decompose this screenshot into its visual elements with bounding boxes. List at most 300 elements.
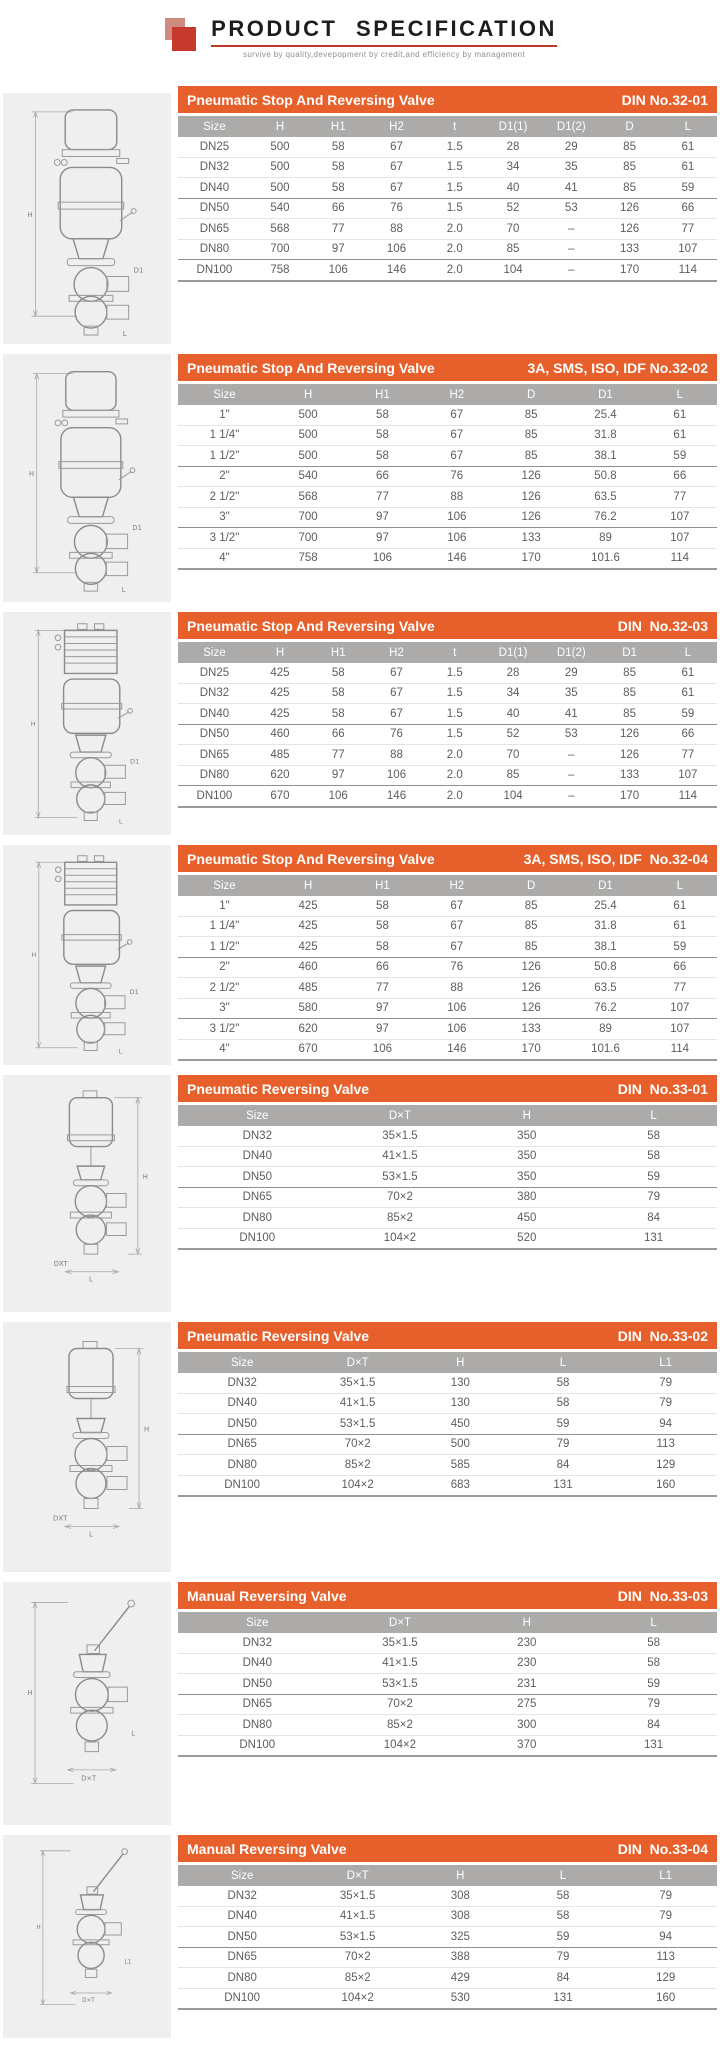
table-cell: 500 xyxy=(298,408,318,421)
table-cell: 53×1.5 xyxy=(382,1170,418,1183)
table-cell: 59 xyxy=(647,1170,660,1183)
table-cell: 58 xyxy=(556,1397,570,1410)
table-cell: 85 xyxy=(623,181,636,194)
table-row xyxy=(178,467,717,488)
table-cell: DN40 xyxy=(199,181,230,194)
svg-text:L: L xyxy=(118,816,123,825)
table-row xyxy=(178,1633,717,1654)
table-cell: 530 xyxy=(450,1992,470,2005)
table-row xyxy=(178,137,717,158)
valve-body xyxy=(71,1654,128,1751)
table-row xyxy=(178,405,717,426)
table-cell: 77 xyxy=(376,981,389,994)
table-cell: 1 1/2" xyxy=(209,940,240,953)
table-header-row xyxy=(178,642,717,663)
svg-text:H: H xyxy=(27,210,33,219)
diagram-panel xyxy=(3,1322,171,1572)
table-row xyxy=(178,1414,717,1435)
table-body xyxy=(178,1373,717,1497)
table-row xyxy=(178,1167,717,1188)
column-header: H xyxy=(303,879,313,892)
svg-text:L1: L1 xyxy=(124,1959,132,1966)
table-cell: DN40 xyxy=(242,1150,272,1163)
brand-logo-icon xyxy=(163,18,201,56)
table-title-bar xyxy=(178,354,717,381)
actuator-barrel xyxy=(62,910,132,964)
table-cell: 101.6 xyxy=(591,552,620,565)
table-cell: 70×2 xyxy=(344,1951,371,1964)
table-body xyxy=(178,1886,717,2010)
table-cell: 66 xyxy=(376,470,389,483)
table-cell: 126 xyxy=(521,490,541,503)
dimension-line-h xyxy=(31,862,77,1047)
table-cell: 85 xyxy=(623,140,636,153)
spec-table-32-02 xyxy=(178,354,717,570)
spec-table-32-03 xyxy=(178,612,717,808)
table-cell: 700 xyxy=(298,531,318,544)
actuator xyxy=(55,372,135,498)
table-cell: DN50 xyxy=(199,202,230,215)
table-header-row xyxy=(178,1612,717,1633)
table-row xyxy=(178,549,717,569)
table-cell: 67 xyxy=(450,429,464,442)
table-cell: 59 xyxy=(681,707,695,720)
table-title: Pneumatic Reversing Valve xyxy=(187,1327,370,1344)
table-row xyxy=(178,958,717,979)
table-cell: 131 xyxy=(553,1479,573,1492)
table-cell: 76.2 xyxy=(594,511,617,524)
table-cell: DN80 xyxy=(199,243,230,256)
table-row xyxy=(178,896,717,917)
table-cell: DN40 xyxy=(227,1910,257,1923)
table-cell: 1 1/4" xyxy=(209,429,240,442)
page-title: PRODUCT SPECIFICATION xyxy=(211,16,557,41)
table-cell: 35 xyxy=(564,687,578,700)
table-cell: 106 xyxy=(372,552,393,565)
table-cell: 53 xyxy=(564,202,578,215)
table-cell: 370 xyxy=(517,1739,537,1752)
table-cell: 50.8 xyxy=(594,961,617,974)
table-cell: 58 xyxy=(331,161,345,174)
table-cell: 66 xyxy=(331,728,345,741)
dimension-line-dt xyxy=(71,1959,132,2003)
table-cell: 113 xyxy=(656,1951,675,1964)
table-cell: 85 xyxy=(623,687,636,700)
table-standard: 3A, SMS, ISO, IDF No.32-02 xyxy=(527,359,708,376)
table-cell: 2.0 xyxy=(446,748,463,761)
table-cell: 61 xyxy=(673,408,687,421)
table-cell: 77 xyxy=(681,748,695,761)
column-header: Size xyxy=(230,1356,254,1369)
table-cell: 59 xyxy=(673,449,687,462)
column-header: Size xyxy=(213,388,236,401)
valve-technical-drawing xyxy=(7,621,167,827)
table-cell: DN80 xyxy=(242,1718,272,1731)
table-cell: 85×2 xyxy=(344,1971,371,1984)
table-cell: 1.5 xyxy=(446,687,463,700)
table-cell: 106 xyxy=(447,511,467,524)
table-standard: 3A, SMS, ISO, IDF No.32-04 xyxy=(523,850,708,867)
svg-text:L: L xyxy=(88,1275,93,1284)
table-cell: 89 xyxy=(599,531,612,544)
table-cell: 66 xyxy=(681,728,695,741)
table-cell: 25.4 xyxy=(594,408,617,421)
table-title-bar xyxy=(178,845,717,872)
table-cell: 500 xyxy=(270,161,290,174)
table-cell: 106 xyxy=(328,263,348,276)
brand-tagline: survive by quality,devepopment by credit,and efficiency by management xyxy=(242,50,526,59)
table-cell: DN65 xyxy=(242,1191,272,1204)
table-row xyxy=(178,1715,717,1736)
actuator xyxy=(54,109,136,238)
table-cell: 85 xyxy=(524,940,538,953)
dimension-line-h xyxy=(31,630,78,817)
table-cell: 1 1/4" xyxy=(209,920,240,933)
table-cell: 41 xyxy=(564,707,578,720)
table-row xyxy=(178,1968,717,1989)
table-cell: 85×2 xyxy=(386,1718,413,1731)
table-cell: DN50 xyxy=(242,1170,272,1183)
table-cell: DN40 xyxy=(199,707,230,720)
table-cell: 106 xyxy=(447,1002,467,1015)
table-cell: 97 xyxy=(376,1022,389,1035)
table-cell: 84 xyxy=(556,1971,570,1984)
title-underline xyxy=(211,45,557,47)
table-cell: DN50 xyxy=(199,728,230,741)
table-cell: 94 xyxy=(659,1417,673,1430)
table-standard: DIN No.33-03 xyxy=(617,1587,708,1604)
table-cell: 88 xyxy=(450,490,464,503)
table-cell: 77 xyxy=(681,222,695,235)
table-cell: 114 xyxy=(670,552,689,565)
table-cell: 58 xyxy=(376,940,389,953)
valve-body xyxy=(70,1419,127,1509)
actuator xyxy=(67,1342,115,1419)
table-title-bar xyxy=(178,1582,717,1609)
table-cell: DN25 xyxy=(199,140,230,153)
table-cell: 520 xyxy=(517,1232,537,1245)
table-cell: 126 xyxy=(619,222,640,235)
table-cell: 41×1.5 xyxy=(339,1397,376,1410)
column-header: H xyxy=(275,646,285,659)
svg-text:D1: D1 xyxy=(129,987,139,996)
table-cell: DN32 xyxy=(242,1129,272,1142)
table-cell: 130 xyxy=(450,1397,470,1410)
table-cell: 1.5 xyxy=(446,666,463,679)
svg-text:L: L xyxy=(118,1047,123,1056)
table-row xyxy=(178,1695,717,1716)
table-row xyxy=(178,978,717,999)
column-header: D1 xyxy=(598,879,613,892)
table-row xyxy=(178,1229,717,1249)
table-cell: 1.5 xyxy=(446,181,463,194)
table-title-bar xyxy=(178,1835,717,1862)
diagram-panel xyxy=(3,1582,171,1825)
table-row xyxy=(178,240,717,261)
table-cell: 126 xyxy=(521,981,541,994)
table-row xyxy=(178,1476,717,1496)
table-cell: 38.1 xyxy=(594,940,617,953)
table-row xyxy=(178,219,717,240)
table-cell: 146 xyxy=(386,263,407,276)
table-row xyxy=(178,487,717,508)
column-header: H1 xyxy=(330,646,346,659)
svg-text:L: L xyxy=(89,1530,93,1539)
table-row xyxy=(178,426,717,447)
spec-table-32-01 xyxy=(178,86,717,282)
table-header-row xyxy=(178,1105,717,1126)
column-header: Size xyxy=(213,879,236,892)
table-cell: 58 xyxy=(556,1376,570,1389)
table-cell: 2 1/2" xyxy=(209,981,240,994)
column-header: D xyxy=(526,879,536,892)
table-cell: DN50 xyxy=(227,1417,257,1430)
table-cell: 500 xyxy=(450,1438,470,1451)
table-cell: 113 xyxy=(656,1438,675,1451)
table-cell: 85 xyxy=(524,920,538,933)
table-cell: 28 xyxy=(506,140,520,153)
table-header-row xyxy=(178,116,717,137)
table-cell: 70 xyxy=(506,222,520,235)
dimension-line-l xyxy=(54,1259,119,1283)
table-cell: 308 xyxy=(450,1889,470,1902)
table-cell: 76.2 xyxy=(594,1002,617,1015)
svg-text:H: H xyxy=(30,719,36,728)
table-cell: 104×2 xyxy=(341,1992,374,2005)
actuator-barrel xyxy=(62,679,133,733)
table-cell: 2.0 xyxy=(446,263,463,276)
table-cell: 28 xyxy=(506,666,520,679)
column-header: L1 xyxy=(659,1356,673,1369)
table-cell: 67 xyxy=(390,161,403,174)
table-row xyxy=(178,508,717,529)
table-cell: 104×2 xyxy=(383,1232,417,1245)
table-cell: DN100 xyxy=(196,789,233,802)
diagram-panel xyxy=(3,354,171,602)
table-cell: 129 xyxy=(656,1458,676,1471)
column-header: L xyxy=(650,1109,657,1122)
table-cell: 77 xyxy=(331,222,345,235)
svg-text:H: H xyxy=(144,1425,150,1434)
valve-body xyxy=(70,1166,126,1254)
table-cell: 425 xyxy=(298,940,318,953)
table-cell: 61 xyxy=(673,920,687,933)
table-cell: 41×1.5 xyxy=(382,1150,418,1163)
svg-text:D1: D1 xyxy=(132,524,142,533)
table-cell: 231 xyxy=(517,1677,537,1690)
table-cell: 79 xyxy=(556,1951,570,1964)
table-cell: 97 xyxy=(376,511,389,524)
table-cell: 85×2 xyxy=(344,1458,371,1471)
table-cell: 59 xyxy=(647,1677,660,1690)
dimension-line-h xyxy=(114,1097,147,1253)
table-row xyxy=(178,1948,717,1969)
table-cell: 104×2 xyxy=(383,1739,417,1752)
column-header: D xyxy=(526,388,536,401)
table-cell: 2.0 xyxy=(446,222,463,235)
table-cell: – xyxy=(568,748,575,761)
table-standard: DIN No.33-02 xyxy=(617,1327,708,1344)
column-header: H1 xyxy=(330,120,346,133)
table-cell: 160 xyxy=(656,1479,676,1492)
table-cell: 79 xyxy=(659,1376,673,1389)
table-cell: 35×1.5 xyxy=(339,1376,376,1389)
table-cell: 585 xyxy=(450,1458,470,1471)
table-cell: 114 xyxy=(678,789,697,802)
table-cell: 106 xyxy=(447,531,467,544)
table-cell: 97 xyxy=(331,769,345,782)
table-cell: 106 xyxy=(447,1022,467,1035)
table-row xyxy=(178,1126,717,1147)
table-cell: 58 xyxy=(331,140,345,153)
valve-technical-drawing xyxy=(7,100,167,338)
table-cell: 3 1/2" xyxy=(209,531,240,544)
table-row xyxy=(178,937,717,958)
table-standard: DIN No.33-01 xyxy=(617,1080,708,1097)
table-cell: 58 xyxy=(647,1129,660,1142)
table-cell: 85 xyxy=(623,707,636,720)
table-cell: 1" xyxy=(219,899,230,912)
table-cell: 79 xyxy=(659,1397,673,1410)
svg-text:D1: D1 xyxy=(133,266,144,275)
table-cell: 170 xyxy=(619,789,640,802)
table-cell: – xyxy=(568,263,575,276)
table-cell: 53×1.5 xyxy=(382,1677,418,1690)
section-valve-33-02 xyxy=(0,1322,720,1582)
table-row xyxy=(178,684,717,705)
table-cell: 1.5 xyxy=(446,707,463,720)
column-header: t xyxy=(453,646,457,659)
table-cell: 85 xyxy=(524,899,538,912)
column-header: Size xyxy=(246,1616,269,1629)
table-row xyxy=(178,1455,717,1476)
table-cell: 170 xyxy=(521,552,541,565)
table-cell: 41×1.5 xyxy=(382,1657,418,1670)
table-title-bar xyxy=(178,612,717,639)
table-cell: 58 xyxy=(376,429,389,442)
svg-text:DXT: DXT xyxy=(53,1259,68,1268)
table-cell: 61 xyxy=(673,429,687,442)
column-header: D1(2) xyxy=(556,120,586,133)
table-cell: 106 xyxy=(386,243,407,256)
table-row xyxy=(178,1886,717,1907)
table-cell: 429 xyxy=(450,1971,470,1984)
column-header: L xyxy=(559,1356,567,1369)
table-cell: 84 xyxy=(647,1718,660,1731)
table-cell: 133 xyxy=(619,769,640,782)
table-cell: 104 xyxy=(503,789,523,802)
table-cell: 126 xyxy=(521,511,541,524)
section-valve-32-01 xyxy=(0,86,720,354)
actuator-fins xyxy=(55,856,116,905)
table-standard: DIN No.32-03 xyxy=(617,617,708,634)
table-cell: 67 xyxy=(390,707,403,720)
table-cell: 97 xyxy=(376,1002,389,1015)
table-cell: 104×2 xyxy=(341,1479,374,1492)
table-cell: 66 xyxy=(331,202,345,215)
table-cell: 79 xyxy=(659,1889,673,1902)
column-header: H2 xyxy=(449,388,465,401)
table-cell: 126 xyxy=(521,1002,541,1015)
column-header: Size xyxy=(203,646,226,659)
table-cell: 31.8 xyxy=(594,429,617,442)
svg-text:H: H xyxy=(142,1172,148,1181)
table-body xyxy=(178,137,717,282)
table-cell: DN65 xyxy=(242,1698,272,1711)
table-cell: 67 xyxy=(390,666,403,679)
table-cell: DN100 xyxy=(239,1739,276,1752)
table-cell: DN25 xyxy=(199,666,230,679)
valve-technical-drawing xyxy=(7,1841,167,2033)
table-cell: 425 xyxy=(298,920,318,933)
table-header-row xyxy=(178,875,717,896)
table-cell: 79 xyxy=(556,1438,570,1451)
table-standard: DIN No.33-04 xyxy=(617,1840,708,1857)
table-row xyxy=(178,1394,717,1415)
table-cell: 2 1/2" xyxy=(209,490,240,503)
table-cell: 58 xyxy=(331,181,345,194)
column-header: D1(1) xyxy=(498,120,528,133)
table-cell: 670 xyxy=(298,1043,318,1056)
table-cell: 70 xyxy=(506,748,520,761)
table-cell: 97 xyxy=(376,531,389,544)
table-cell: 40 xyxy=(506,181,520,194)
table-cell: 40 xyxy=(506,707,520,720)
column-header: H xyxy=(275,120,285,133)
table-cell: 66 xyxy=(376,961,389,974)
dimension-line-h xyxy=(29,374,77,573)
table-cell: 84 xyxy=(647,1211,660,1224)
svg-text:H: H xyxy=(27,1688,33,1697)
table-cell: 35×1.5 xyxy=(382,1636,418,1649)
table-cell: 568 xyxy=(270,222,290,235)
table-cell: 66 xyxy=(681,202,695,215)
table-cell: 31.8 xyxy=(594,920,617,933)
column-header: Size xyxy=(246,1109,269,1122)
table-cell: 77 xyxy=(673,981,687,994)
spec-table-32-04 xyxy=(178,845,717,1061)
table-cell: 61 xyxy=(681,666,695,679)
table-cell: 63.5 xyxy=(594,490,617,503)
table-cell: 70×2 xyxy=(344,1438,371,1451)
table-body xyxy=(178,1126,717,1250)
table-cell: 67 xyxy=(390,687,403,700)
table-cell: 4" xyxy=(219,552,230,565)
table-cell: 88 xyxy=(390,748,403,761)
table-cell: 85 xyxy=(623,666,636,679)
table-cell: 540 xyxy=(270,202,290,215)
table-cell: 485 xyxy=(298,981,318,994)
diagram-panel xyxy=(3,612,171,835)
table-cell: 77 xyxy=(376,490,389,503)
table-standard: DIN No.32-01 xyxy=(621,91,708,108)
table-cell: 2.0 xyxy=(446,789,463,802)
table-row xyxy=(178,1373,717,1394)
table-cell: 101.6 xyxy=(591,1043,620,1056)
table-cell: 2.0 xyxy=(446,769,463,782)
table-cell: 61 xyxy=(681,687,695,700)
table-row xyxy=(178,260,717,280)
actuator-fins xyxy=(55,623,117,673)
table-cell: 66 xyxy=(673,470,687,483)
table-body xyxy=(178,663,717,808)
table-cell: 107 xyxy=(670,1002,690,1015)
table-cell: 275 xyxy=(517,1698,537,1711)
table-row xyxy=(178,704,717,725)
table-body xyxy=(178,405,717,570)
table-cell: 130 xyxy=(450,1376,470,1389)
column-header: L xyxy=(559,1869,567,1882)
